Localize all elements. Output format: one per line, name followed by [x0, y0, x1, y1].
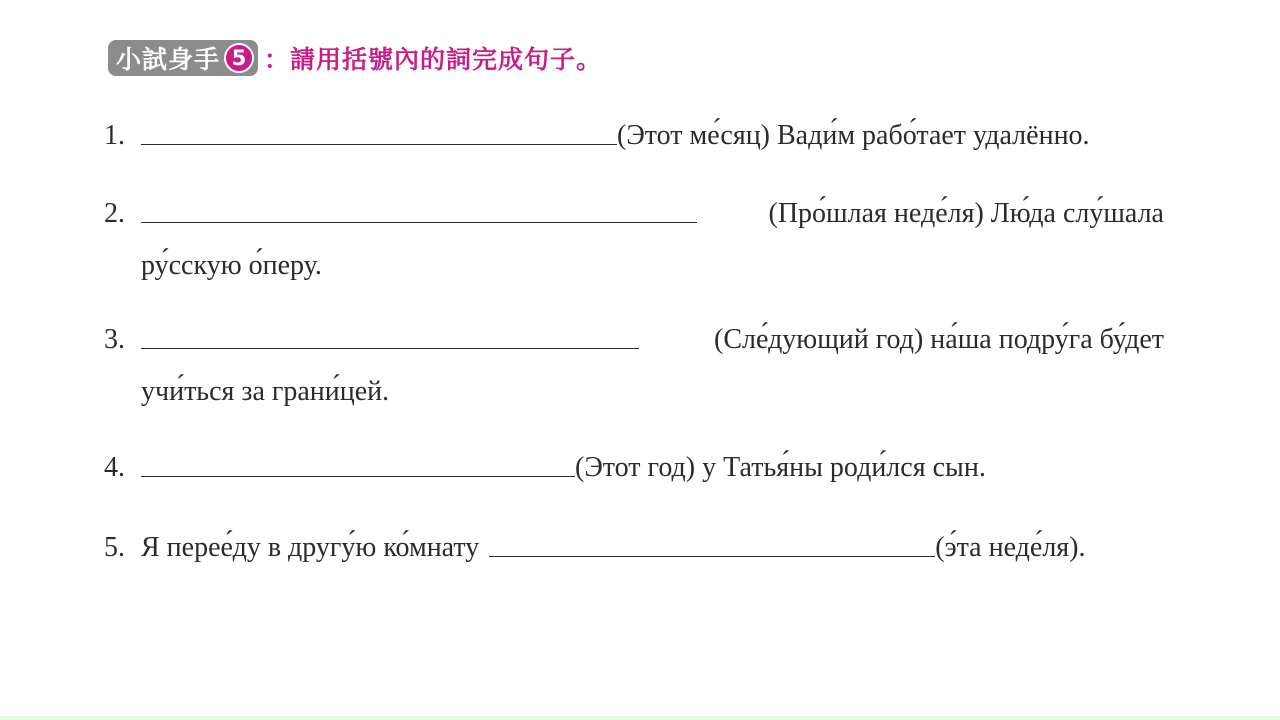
exercise-number-badge: 5 [224, 43, 254, 73]
exercise-item-1 [104, 110, 1164, 162]
answer-blank[interactable] [141, 448, 575, 477]
item-prompt-line2: учи́ться за грани́цей. [141, 376, 390, 407]
item-prompt: (Этот год) у Татья́ны роди́лся сын. [575, 452, 986, 483]
answer-blank[interactable] [141, 320, 639, 349]
item-prompt-line2: ру́сскую о́перу. [141, 250, 322, 281]
exercise-item-3 [104, 314, 1164, 418]
bottom-divider [0, 716, 1280, 720]
item-number: 4. [104, 452, 125, 483]
answer-blank[interactable] [489, 528, 935, 557]
item-suffix: (э́та неде́ля). [935, 532, 1086, 563]
exercise-header [108, 38, 602, 78]
item-prompt-line1: (Про́шлая неде́ля) Лю́да слу́шала [768, 198, 1164, 229]
exercise-item-5 [104, 522, 1164, 574]
item-prompt: (Этот ме́сяц) Вади́м рабо́тает удалённо. [617, 120, 1090, 151]
item-prefix: Я перее́ду в другу́ю ко́мнату [141, 532, 480, 563]
exercise-tag [108, 40, 258, 76]
exercise-tag-label: 小試身手 [116, 45, 221, 74]
exercise-item-2 [104, 188, 1164, 292]
item-number: 1. [104, 120, 125, 151]
item-number: 3. [104, 324, 125, 355]
answer-blank[interactable] [141, 116, 617, 145]
answer-blank[interactable] [141, 194, 697, 223]
item-prompt-line1: (Сле́дующий год) на́ша подру́га бу́дет [714, 324, 1164, 355]
exercise-instruction: ：請用括號內的詞完成句子。 [264, 45, 603, 74]
item-number: 2. [104, 198, 125, 229]
exercise-item-4 [104, 442, 1164, 494]
item-number: 5. [104, 532, 125, 563]
